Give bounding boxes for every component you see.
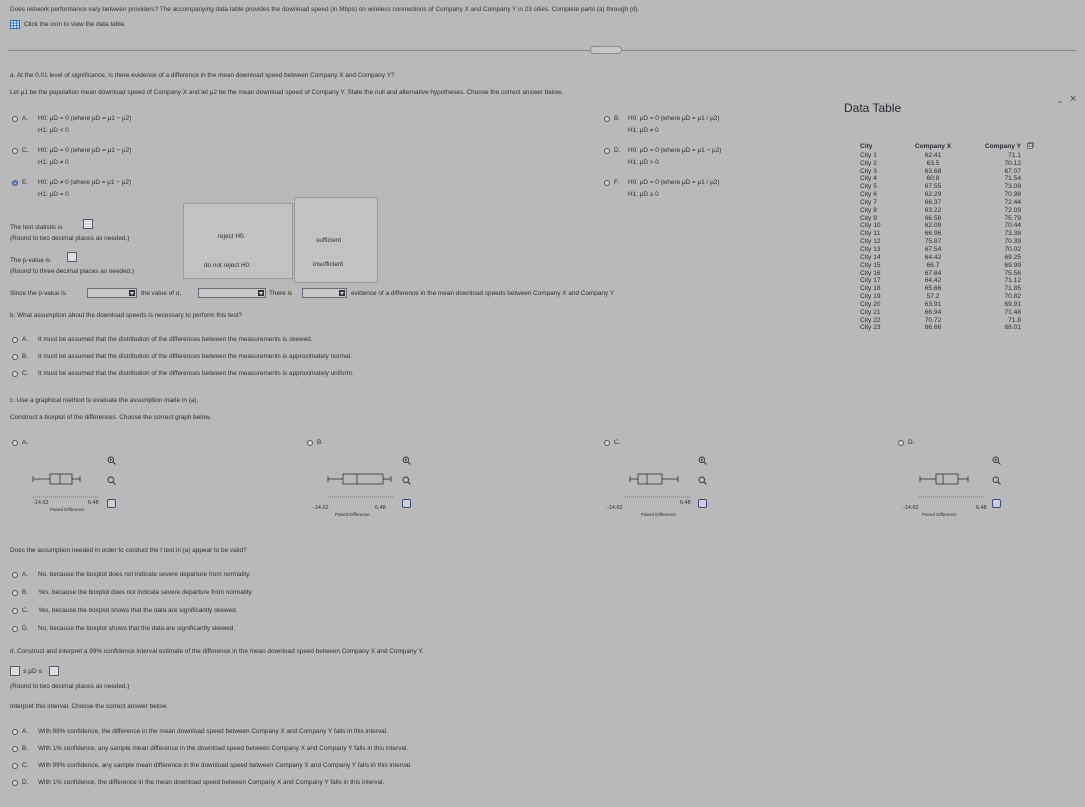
zoom-out-icon[interactable] [698, 476, 707, 485]
header-city: City [860, 143, 873, 150]
valid-option-b-radio[interactable] [12, 590, 18, 596]
table-row [856, 246, 1035, 254]
graph-d-letter: D. [908, 439, 915, 446]
city-cell: City 1 [860, 151, 877, 159]
insufficient-option[interactable]: insufficient [313, 261, 344, 268]
company-x-cell: 67.54 [924, 245, 942, 253]
company-x-cell: 65.66 [924, 285, 942, 293]
company-y-cell: 69.99 [1004, 261, 1021, 269]
city-cell: City 5 [860, 183, 877, 191]
valid-question: Does the assumption needed in order to conduct the t test in (a) appear to be valid? [10, 547, 247, 554]
reject-option[interactable]: reject H0. [218, 233, 246, 240]
table-row [856, 324, 1035, 332]
option-b-letter: B. [614, 115, 621, 122]
zoom-out-icon[interactable] [992, 476, 1001, 485]
valid-option-a-text: No, because the boxplot does not indicate severe departure from normality. [38, 571, 251, 578]
b-option-c-letter: C. [22, 370, 29, 377]
reject-dropdown[interactable] [198, 288, 266, 298]
sufficient-dropdown[interactable] [302, 288, 347, 298]
zoom-in-icon[interactable] [992, 456, 1001, 465]
d-option-b-radio[interactable] [12, 746, 18, 752]
there-is-label: There is [269, 290, 293, 297]
company-x-cell: 66.94 [924, 308, 942, 316]
option-b-h0: H0: μD = 0 (where μD = μ1 / μ2) [628, 115, 720, 122]
city-cell: City 8 [860, 206, 877, 214]
city-cell: City 23 [860, 324, 881, 332]
graph-b-letter: B. [317, 439, 324, 446]
city-cell: City 6 [860, 191, 877, 199]
table-row [856, 254, 1035, 262]
company-y-cell: 71.48 [1004, 308, 1021, 316]
company-x-cell: 60.8 [926, 175, 940, 183]
option-c-h0: H0: μD = 0 (where μD = μ1 − μ2) [38, 147, 132, 154]
sufficient-option[interactable]: sufficient [316, 237, 342, 244]
table-row [856, 270, 1035, 278]
option-c-radio[interactable] [12, 148, 18, 154]
part-d-note: (Round to two decimal places as needed.) [10, 683, 130, 690]
part-a-question: a. At the 0.01 level of significance, is there evidence of a difference in the mean download speed between Company X and Company Y? [10, 72, 395, 79]
part-d-question: d. Construct and interpret a 99% confidence interval estimate of the difference in the mean download speed between Company X and Company Y. [10, 648, 424, 655]
ci-upper-input[interactable] [49, 666, 59, 676]
company-y-cell: 69.25 [1004, 253, 1021, 261]
graph-c-letter: C. [614, 439, 621, 446]
graph-c-axis-label: Paired Difference [641, 512, 676, 517]
city-cell: City 19 [860, 293, 881, 301]
option-d-radio[interactable] [604, 148, 610, 154]
city-cell: City 22 [860, 316, 881, 324]
valid-option-b-letter: B. [22, 589, 29, 596]
graph-b-min: -14.62 [313, 505, 329, 511]
city-cell: City 20 [860, 300, 881, 308]
ci-lower-input[interactable] [10, 666, 20, 676]
data-table [856, 142, 1035, 332]
company-x-cell: 67.84 [924, 269, 942, 277]
boxplot-c [622, 470, 702, 500]
table-row [856, 262, 1035, 270]
option-e-letter: E. [22, 179, 29, 186]
option-d-h0: H0: μD = 0 (where μD = μ1 − μ2) [628, 147, 722, 154]
company-x-cell: 70.72 [924, 316, 942, 324]
city-cell: City 15 [860, 261, 881, 269]
d-option-b-text: With 1% confidence, any sample mean difference in the download speed between Company X and Company Y falls in this interval. [38, 745, 409, 752]
test-stat-input[interactable] [83, 219, 93, 229]
chevron-down-icon [339, 290, 345, 296]
d-option-a-letter: A. [22, 728, 29, 735]
d-option-b-letter: B. [22, 745, 29, 752]
table-row [856, 207, 1035, 215]
graph-b-axis-label: Paired Difference [335, 512, 370, 517]
graph-b-radio[interactable] [307, 440, 313, 446]
evidence-label: evidence of a difference in the mean download speeds between Company X and Company Y. [351, 290, 615, 297]
table-row [856, 301, 1035, 309]
company-x-cell: 63.22 [924, 206, 942, 214]
b-option-b-letter: B. [22, 353, 29, 360]
graph-d-axis-label: Paired Difference [922, 512, 957, 517]
company-y-cell: 71.1 [1008, 151, 1021, 159]
company-y-cell: 72.44 [1004, 198, 1021, 206]
zoom-in-icon[interactable] [698, 456, 707, 465]
boxplot-a [30, 470, 110, 500]
option-d-h1: H1: μD > 0 [628, 159, 659, 166]
copy-icon-cell [1025, 142, 1035, 152]
header-company-y: Company Y [984, 143, 1021, 150]
company-y-cell: 67.07 [1004, 167, 1021, 175]
pvalue-label: The p-value is [10, 257, 51, 264]
city-cell: City 16 [860, 269, 881, 277]
chevron-down-icon [258, 290, 264, 296]
value-alpha-label: the value of α, [141, 290, 182, 297]
city-cell: City 4 [860, 175, 877, 183]
b-option-a-letter: A. [22, 336, 29, 343]
company-y-cell: 69.91 [1004, 300, 1021, 308]
valid-option-d-text: No, because the boxplot shows that the data are significantly skewed. [38, 625, 236, 632]
graph-a-axis-label: Paired Difference [50, 507, 85, 512]
graph-a-radio[interactable] [12, 440, 18, 446]
valid-option-d-letter: D. [22, 625, 29, 632]
option-c-letter: C. [22, 147, 29, 154]
option-e-h1: H1: μD = 0 [38, 191, 69, 198]
expand-icon[interactable] [107, 499, 116, 508]
company-x-cell: 64.42 [924, 277, 942, 285]
b-option-a-text: It must be assumed that the distribution of the differences between the measurements is skewed. [38, 336, 313, 343]
table-row [856, 191, 1035, 199]
ci-middle-label: ≤ μD ≤ [23, 668, 42, 675]
zoom-out-icon[interactable] [107, 476, 116, 485]
graph-a-min: -14.62 [33, 500, 49, 506]
city-cell: City 9 [860, 214, 877, 222]
company-y-cell: 71.8 [1008, 316, 1021, 324]
table-row [856, 309, 1035, 317]
table-row [856, 175, 1035, 183]
company-y-cell: 68.01 [1004, 324, 1021, 332]
company-x-cell: 57.2 [926, 293, 940, 301]
option-a-h1: H1: μD < 0 [38, 127, 69, 134]
city-cell: City 7 [860, 198, 877, 206]
part-d-interpret: Interpret this interval. Choose the correct answer below. [10, 703, 168, 710]
table-row [856, 168, 1035, 176]
d-option-d-radio[interactable] [12, 780, 18, 786]
company-y-cell: 70.39 [1004, 238, 1021, 246]
company-x-cell: 75.87 [924, 238, 942, 246]
company-y-cell: 70.12 [1004, 159, 1021, 167]
d-option-c-letter: C. [22, 762, 29, 769]
city-cell: City 11 [860, 230, 881, 238]
header-company-x: Company X [914, 143, 952, 150]
valid-option-c-letter: C. [22, 607, 29, 614]
d-option-a-radio[interactable] [12, 729, 18, 735]
b-option-b-radio[interactable] [12, 354, 18, 360]
collapse-handle[interactable] [590, 46, 622, 54]
graph-c-max: 6.48 [680, 500, 691, 506]
city-cell: City 18 [860, 285, 881, 293]
graph-b-max: 6.48 [375, 505, 386, 511]
option-f-h0: H0: μD = 0 (where μD = μ1 / μ2) [628, 179, 720, 186]
table-row [856, 222, 1035, 230]
company-x-cell: 63.68 [924, 167, 942, 175]
intro-text: Does network performance vary between providers? The accompanying data table provides the download speed (in Mbps) on wireless connections of Company X and Company Y in 23 cities. Complete parts (a) through (d). [10, 6, 640, 13]
table-row [856, 215, 1035, 223]
company-y-cell: 71.85 [1004, 285, 1021, 293]
valid-option-a-letter: A. [22, 571, 29, 578]
table-row [856, 277, 1035, 285]
company-y-cell: 71.54 [1004, 175, 1021, 183]
sufficient-dropdown-popup [294, 197, 378, 283]
option-a-letter: A. [22, 115, 29, 122]
zoom-in-icon[interactable] [402, 456, 411, 465]
b-option-c-text: It must be assumed that the distribution of the differences between the measurements is approximately uniform. [38, 370, 354, 377]
b-option-b-text: It must be assumed that the distribution of the differences between the measurements is approximately normal. [38, 353, 352, 360]
d-option-d-text: With 1% confidence, the difference in the mean download speed between Company X and Company Y falls in this interval. [38, 779, 385, 786]
boxplot-b [325, 470, 405, 500]
company-y-cell: 70.82 [1004, 293, 1021, 301]
company-x-cell: 66.96 [924, 230, 942, 238]
company-y-cell: 70.02 [1004, 245, 1021, 253]
b-option-a-radio[interactable] [12, 337, 18, 343]
table-row [856, 152, 1035, 160]
minimize-icon[interactable]: - [1058, 94, 1062, 108]
city-cell: City 21 [860, 308, 881, 316]
city-cell: City 12 [860, 238, 881, 246]
pvalue-input[interactable] [67, 252, 77, 262]
option-f-radio[interactable] [604, 180, 610, 186]
company-x-cell: 66.66 [924, 324, 942, 332]
city-cell: City 10 [860, 222, 881, 230]
option-a-radio[interactable] [12, 116, 18, 122]
company-x-cell: 67.55 [924, 183, 942, 191]
part-c-question: c. Use a graphical method to evaluate the assumption made in (a). [10, 397, 199, 404]
company-x-cell: 62.09 [924, 222, 942, 230]
option-e-radio[interactable] [12, 180, 18, 186]
company-x-cell: 66.7 [926, 261, 940, 269]
table-icon[interactable] [10, 20, 20, 29]
option-f-letter: F. [614, 179, 619, 186]
company-x-cell: 64.42 [924, 253, 942, 261]
part-b-question: b. What assumption about the download speeds is necessary to perform this test? [10, 312, 242, 319]
city-cell: City 17 [860, 277, 881, 285]
table-row [856, 238, 1035, 246]
company-x-cell: 66.37 [924, 198, 942, 206]
valid-option-a-radio[interactable] [12, 572, 18, 578]
graph-d-max: 6.48 [976, 505, 987, 511]
boxplot-d [916, 470, 996, 500]
company-y-cell: 70.98 [1004, 191, 1021, 199]
company-y-cell: 73.38 [1004, 230, 1021, 238]
company-y-cell: 73.08 [1004, 183, 1021, 191]
graph-c-radio[interactable] [604, 440, 610, 446]
table-row [856, 317, 1035, 325]
city-cell: City 3 [860, 167, 877, 175]
expand-icon[interactable] [402, 499, 411, 508]
d-option-c-radio[interactable] [12, 763, 18, 769]
company-x-cell: 66.58 [924, 214, 942, 222]
zoom-in-icon[interactable] [107, 456, 116, 465]
option-b-h1: H1: μD ≠ 0 [628, 127, 659, 134]
test-stat-note: (Round to two decimal places as needed.) [10, 235, 130, 242]
zoom-out-icon[interactable] [402, 476, 411, 485]
divider [8, 50, 1077, 51]
close-icon[interactable]: × [1070, 93, 1077, 105]
pvalue-note: (Round to three decimal places as needed.) [10, 268, 134, 275]
copy-icon[interactable] [1027, 142, 1034, 149]
company-x-cell: 62.41 [924, 151, 942, 159]
option-c-h1: H1: μD ≠ 0 [38, 159, 69, 166]
company-x-cell: 63.91 [924, 300, 942, 308]
expand-icon[interactable] [698, 499, 707, 508]
option-d-letter: D. [614, 147, 621, 154]
company-y-cell: 75.56 [1004, 269, 1021, 277]
view-table-link[interactable]: Click the icon to view the data table. [24, 21, 126, 28]
test-stat-label: The test statistic is [10, 224, 63, 231]
graph-a-letter: A. [22, 439, 29, 446]
option-b-radio[interactable] [604, 116, 610, 122]
reject-dropdown-popup [183, 203, 293, 279]
d-option-a-text: With 99% confidence, the difference in the mean download speed between Company X and Company Y falls in this interval. [38, 728, 388, 735]
graph-a-max: 6.48 [88, 500, 99, 506]
option-a-h0: H0: μD = 0 (where μD = μ1 − μ2) [38, 115, 132, 122]
city-cell: City 13 [860, 245, 881, 253]
valid-option-c-text: Yes, because the boxplot shows that the data are significantly skewed. [38, 607, 238, 614]
table-body [856, 152, 1035, 332]
table-row [856, 199, 1035, 207]
part-a-instruction: Let μ1 be the population mean download speed of Company X and let μ2 be the mean download speed of Company Y. State the null and alternative hypotheses. Choose the correct answer below. [10, 89, 563, 96]
table-row [856, 230, 1035, 238]
city-cell: City 2 [860, 159, 877, 167]
expand-icon[interactable] [992, 499, 1001, 508]
option-f-h1: H1: μD ≥ 0 [628, 191, 659, 198]
table-row [856, 160, 1035, 168]
do-not-reject-option[interactable]: do not reject H0. [204, 262, 251, 269]
part-c-instruction: Construct a boxplot of the differences. Choose the correct graph below. [10, 414, 212, 421]
b-option-c-radio[interactable] [12, 371, 18, 377]
company-x-cell: 63.5 [926, 159, 940, 167]
city-cell: City 14 [860, 253, 881, 261]
company-y-cell: 71.12 [1004, 277, 1021, 285]
valid-option-d-radio[interactable] [12, 626, 18, 632]
since-label: Since the p-value is [10, 290, 66, 297]
graph-c-min: -14.62 [607, 505, 623, 511]
company-y-cell: 72.09 [1004, 206, 1021, 214]
table-header-row [856, 142, 1035, 152]
company-y-cell: 75.79 [1004, 214, 1021, 222]
valid-option-c-radio[interactable] [12, 608, 18, 614]
d-option-d-letter: D. [22, 779, 29, 786]
comparison-dropdown[interactable] [87, 288, 137, 298]
chevron-down-icon [129, 290, 135, 296]
company-x-cell: 62.29 [924, 191, 942, 199]
graph-d-radio[interactable] [898, 440, 904, 446]
company-y-cell: 70.44 [1004, 222, 1021, 230]
graph-d-min: -14.62 [903, 505, 919, 511]
valid-option-b-text: Yes, because the boxplot does not indicate severe departure from normality. [38, 589, 253, 596]
d-option-c-text: With 99% confidence, any sample mean difference in the download speed between Company X and Company Y falls in this interval. [38, 762, 412, 769]
option-e-h0: H0: μD ≠ 0 (where μD = μ1 − μ2) [38, 179, 132, 186]
table-row [856, 183, 1035, 191]
data-table-title: Data Table [844, 101, 902, 115]
table-row [856, 293, 1035, 301]
table-row [856, 285, 1035, 293]
